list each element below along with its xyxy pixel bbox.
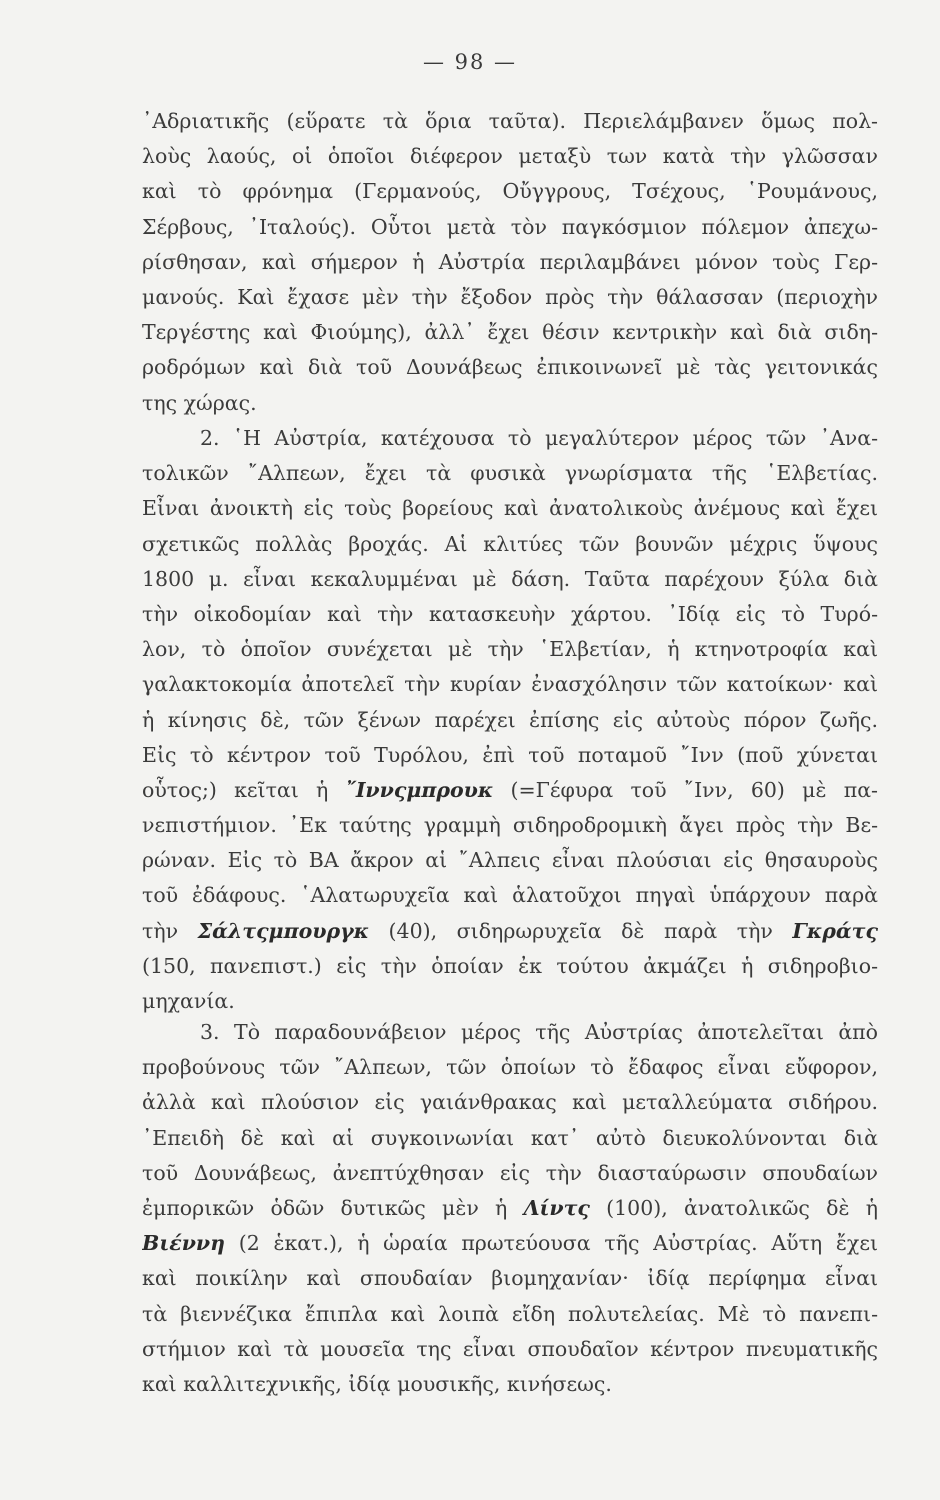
- text-line: καὶ καλλιτεχνικῆς, ἰδίᾳ μουσικῆς, κινήσεως.: [142, 1371, 612, 1396]
- text-segment: τὴν: [142, 918, 179, 943]
- text-segment: (100), ἀνατολικῶς δὲ ἡ: [606, 1195, 878, 1220]
- place-name-vienna: Βιέννη: [142, 1231, 226, 1256]
- text-line: γαλακτοκομία ἀποτελεῖ τὴν κυρίαν ἐνασχόλησιν τῶν κατοίκων· καὶ: [142, 672, 878, 697]
- text-line: σχετικῶς πολλὰς βροχάς. Αἱ κλιτύες τῶν βουνῶν μέχρις ὕψους: [142, 531, 878, 556]
- text-segment: (40), σιδηρωρυχεῖα δὲ παρὰ τὴν: [388, 918, 773, 943]
- text-line: ἡ κίνησις δὲ, τῶν ξένων παρέχει ἐπίσης εἰς αὐτοὺς πόρον ζωῆς.: [142, 707, 878, 732]
- text-line: ρώναν. Εἰς τὸ ΒΑ ἄκρον αἱ ῎Αλπεις εἶναι πλούσιαι εἰς θησαυροὺς: [142, 848, 878, 873]
- text-line: τολικῶν ῎Αλπεων, ἔχει τὰ φυσικὰ γνωρίσματα τῆς ῾Ελβετίας.: [142, 461, 878, 486]
- text-segment: (2 ἑκατ.), ἡ ὡραία πρωτεύουσα τῆς Αὐστρίας. Αὕτη ἔχει: [238, 1231, 878, 1256]
- text-line: μανούς. Καὶ ἔχασε μὲν τὴν ἔξοδον πρὸς τὴν θάλασσαν (περιοχὴν: [142, 284, 878, 309]
- text-line: νεπιστήμιον. ᾿Εκ ταύτης γραμμὴ σιδηροδρομικὴ ἄγει πρὸς τὴν Βε-: [142, 813, 878, 838]
- text-line: ᾿Αδριατικῆς (εὕρατε τὰ ὅρια ταῦτα). Περιελάμβανεν ὅμως πολ-: [142, 109, 878, 133]
- text-line: προβούνους τῶν ῎Αλπεων, τῶν ὁποίων τὸ ἔδαφος εἶναι εὔφορον,: [142, 1055, 878, 1080]
- text-line: Εἰς τὸ κέντρον τοῦ Τυρόλου, ἐπὶ τοῦ ποταμοῦ ῎Ινν (ποῦ χύνεται: [142, 742, 878, 767]
- page-number: — 98 —: [422, 50, 518, 74]
- text-line: τοῦ Δουνάβεως, ἀνεπτύχθησαν εἰς τὴν διασταύρωσιν σπουδαίων: [142, 1160, 878, 1185]
- text-line: τὴν οἰκοδομίαν καὶ τὴν κατασκευὴν χάρτου. ᾿Ιδίᾳ εἰς τὸ Τυρό-: [142, 601, 878, 626]
- text-line: τοῦ ἐδάφους. ῾Αλατωρυχεῖα καὶ ἁλατοῦχοι πηγαὶ ὑπάρχουν παρὰ: [142, 883, 878, 908]
- text-line-vienna: [142, 1226, 878, 1261]
- text-segment: ἐμπορικῶν ὁδῶν δυτικῶς μὲν ἡ: [142, 1195, 508, 1220]
- text-line: Εἶναι ἀνοικτὴ εἰς τοὺς βορείους καὶ ἀνατολικοὺς ἀνέμους καὶ ἔχει: [142, 496, 878, 521]
- text-line: καὶ τὸ φρόνημα (Γερμανούς, Οὔγγρους, Τσέχους, ῾Ρουμάνους,: [142, 179, 878, 204]
- text-line: λον, τὸ ὁποῖον συνέχεται μὲ τὴν ῾Ελβετίαν, ἡ κτηνοτροφία καὶ: [142, 637, 878, 662]
- text-line: ἀλλὰ καὶ πλούσιον εἰς γαιάνθρακας καὶ μεταλλεύματα σιδήρου.: [142, 1090, 878, 1115]
- place-name-linz: Λίντς: [523, 1195, 590, 1220]
- text-line: Τεργέστης καὶ Φιούμης), ἀλλ᾿ ἔχει θέσιν κεντρικὴν καὶ διὰ σιδη-: [142, 320, 878, 345]
- text-line: Σέρβους, ᾿Ιταλούς). Οὗτοι μετὰ τὸν παγκόσμιον πόλεμον ἀπεχω-: [142, 214, 878, 239]
- place-name-graz: Γκράτς: [792, 918, 878, 943]
- text-line: καὶ ποικίλην καὶ σπουδαίαν βιομηχανίαν· ἰδίᾳ περίφημα εἶναι: [142, 1266, 878, 1291]
- text-line: 3. Τὸ παραδουνάβειον μέρος τῆς Αὐστρίας ἀποτελεῖται ἀπὸ: [200, 1020, 878, 1044]
- text-line: (150, πανεπιστ.) εἰς τὴν ὁποίαν ἐκ τούτου ἀκμάζει ἡ σιδηροβιο-: [142, 953, 878, 978]
- text-line: της χώρας.: [142, 390, 257, 415]
- text-line: μηχανία.: [142, 989, 235, 1013]
- paragraph-3: [142, 1015, 878, 1402]
- text-line: 1800 μ. εἶναι κεκαλυμμέναι μὲ δάση. Ταῦτα παρέχουν ξύλα διὰ: [142, 566, 878, 591]
- text-line: λοὺς λαούς, οἱ ὁποῖοι διέφερον μεταξὺ των κατὰ τὴν γλῶσσαν: [142, 144, 878, 169]
- text-line-linz: [142, 1191, 878, 1226]
- text-line: ρίσθησαν, καὶ σήμερον ἡ Αὐστρία περιλαμβάνει μόνον τοὺς Γερ-: [142, 249, 878, 274]
- text-segment: (=Γέφυρα τοῦ ῎Ινν, 60) μὲ πα-: [510, 777, 878, 802]
- text-line-innsbruck: [142, 773, 878, 808]
- paragraph-2: [142, 421, 878, 1019]
- text-segment: οὗτος;) κεῖται ἡ: [142, 777, 329, 802]
- text-line: ροδρόμων καὶ διὰ τοῦ Δουνάβεως ἐπικοινωνεῖ μὲ τὰς γειτονικάς: [142, 355, 878, 380]
- text-line: τὰ βιεννέζικα ἔπιπλα καὶ λοιπὰ εἴδη πολυτελείας. Μὲ τὸ πανεπι-: [142, 1301, 878, 1326]
- text-line-salzburg: [142, 914, 878, 949]
- text-line: ᾿Επειδὴ δὲ καὶ αἱ συγκοινωνίαι κατ᾿ αὐτὸ διευκολύνονται διὰ: [142, 1125, 878, 1150]
- place-name-innsbruck: ῎Ιννςμπρουκ: [345, 777, 494, 802]
- place-name-salzburg: Σάλτςμπουργκ: [197, 918, 369, 943]
- text-line: 2. ῾Η Αὐστρία, κατέχουσα τὸ μεγαλύτερον μέρος τῶν ᾿Ανα-: [200, 426, 878, 450]
- paragraph-1: [142, 104, 878, 421]
- text-line: στήμιον καὶ τὰ μουσεῖα της εἶναι σπουδαῖον κέντρον πνευματικῆς: [142, 1336, 878, 1361]
